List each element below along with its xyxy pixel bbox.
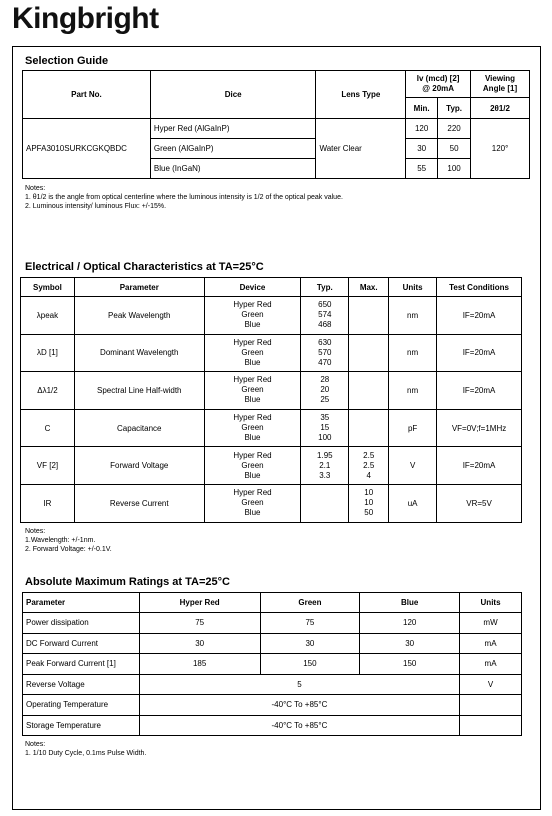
symbol-cell: λD [1]	[21, 334, 75, 372]
header-lens-type: Lens Type	[316, 71, 406, 119]
header-dice: Dice	[150, 71, 316, 119]
symbol-cell: C	[21, 409, 75, 447]
symbol-cell: Δλ1/2	[21, 372, 75, 410]
device-cell: Hyper Red Green Blue	[204, 447, 301, 485]
header-green: Green	[260, 593, 360, 613]
iv-min-cell: 55	[406, 159, 438, 179]
iv-typ-cell: 50	[438, 139, 471, 159]
absolute-notes: Notes: 1. 1/10 Duty Cycle, 0.1ms Pulse Width.	[25, 741, 147, 757]
dice-cell: Blue (InGaN)	[150, 159, 316, 179]
header-typ: Typ.	[301, 278, 349, 297]
parameter-cell: Capacitance	[74, 409, 204, 447]
device-cell: Hyper Red Green Blue	[204, 484, 301, 522]
test-condition-cell: IF=20mA	[437, 297, 522, 335]
table-row	[21, 297, 522, 335]
header-symbol: Symbol	[21, 278, 75, 297]
typ-cell	[301, 484, 349, 522]
iv-min-cell: 30	[406, 139, 438, 159]
test-condition-cell: IF=20mA	[437, 334, 522, 372]
typ-cell: 28 20 25	[301, 372, 349, 410]
value-cell: 5	[139, 674, 459, 695]
blue-cell: 30	[360, 633, 460, 654]
units-cell: uA	[389, 484, 437, 522]
symbol-cell: λpeak	[21, 297, 75, 335]
selection-guide-title: Selection Guide	[25, 55, 109, 67]
max-cell	[349, 409, 389, 447]
table-row	[21, 409, 522, 447]
units-cell: V	[460, 674, 522, 695]
table-row	[21, 447, 522, 485]
table-row	[23, 695, 522, 716]
blue-cell: 120	[360, 613, 460, 634]
parameter-cell: Storage Temperature	[23, 715, 140, 736]
parameter-cell: Spectral Line Half-width	[74, 372, 204, 410]
header-parameter: Parameter	[23, 593, 140, 613]
iv-typ-cell: 100	[438, 159, 471, 179]
parameter-cell: Reverse Current	[74, 484, 204, 522]
header-max: Max.	[349, 278, 389, 297]
test-condition-cell: IF=20mA	[437, 447, 522, 485]
hyper-red-cell: 75	[139, 613, 260, 634]
units-cell: mA	[460, 633, 522, 654]
iv-min-cell: 120	[406, 119, 438, 139]
table-row	[21, 372, 522, 410]
green-cell: 75	[260, 613, 360, 634]
max-cell	[349, 334, 389, 372]
test-condition-cell: VF=0V;f=1MHz	[437, 409, 522, 447]
brand-logo: Kingbright	[12, 2, 159, 35]
symbol-cell: IR	[21, 484, 75, 522]
typ-cell: 35 15 100	[301, 409, 349, 447]
units-cell: nm	[389, 334, 437, 372]
units-cell	[460, 695, 522, 716]
absolute-title: Absolute Maximum Ratings at TA=25°C	[25, 576, 230, 588]
hyper-red-cell: 185	[139, 654, 260, 675]
units-cell: pF	[389, 409, 437, 447]
table-row	[23, 613, 522, 634]
header-iv: Iv (mcd) [2] @ 20mA	[406, 71, 471, 98]
test-condition-cell: VR=5V	[437, 484, 522, 522]
header-hyper-red: Hyper Red	[139, 593, 260, 613]
iv-typ-cell: 220	[438, 119, 471, 139]
parameter-cell: Dominant Wavelength	[74, 334, 204, 372]
header-typ: Typ.	[438, 98, 471, 119]
typ-cell: 630 570 470	[301, 334, 349, 372]
selection-notes: Notes: 1. θ1/2 is the angle from optical centerline where the luminous intensity is 1/2 of the optical peak value. 2. Luminous intensity/ luminous Flux: +/-15%.	[25, 185, 343, 210]
header-viewing-angle: Viewing Angle [1]	[471, 71, 530, 98]
header-min: Min.	[406, 98, 438, 119]
table-row	[23, 654, 522, 675]
electrical-title: Electrical / Optical Characteristics at TA=25°C	[25, 261, 264, 273]
parameter-cell: Operating Temperature	[23, 695, 140, 716]
device-cell: Hyper Red Green Blue	[204, 334, 301, 372]
units-cell: mA	[460, 654, 522, 675]
device-cell: Hyper Red Green Blue	[204, 372, 301, 410]
parameter-cell: Peak Forward Current [1]	[23, 654, 140, 675]
typ-cell: 1.95 2.1 3.3	[301, 447, 349, 485]
header-units: Units	[389, 278, 437, 297]
max-cell: 2.5 2.5 4	[349, 447, 389, 485]
value-cell: -40°C To +85°C	[139, 695, 459, 716]
lens-type-cell: Water Clear	[316, 119, 406, 179]
table-row	[21, 334, 522, 372]
units-cell: nm	[389, 297, 437, 335]
header-units: Units	[460, 593, 522, 613]
parameter-cell: Forward Voltage	[74, 447, 204, 485]
electrical-notes: Notes: 1.Wavelength: +/-1nm. 2. Forward Voltage: +/-0.1V.	[25, 528, 112, 553]
max-cell	[349, 297, 389, 335]
table-row	[21, 484, 522, 522]
absolute-ratings-table	[22, 592, 522, 736]
units-cell: V	[389, 447, 437, 485]
device-cell: Hyper Red Green Blue	[204, 409, 301, 447]
header-theta: 2θ1/2	[471, 98, 530, 119]
green-cell: 30	[260, 633, 360, 654]
max-cell: 10 10 50	[349, 484, 389, 522]
table-row	[23, 715, 522, 736]
symbol-cell: VF [2]	[21, 447, 75, 485]
part-number: APFA3010SURKCGKQBDC	[23, 119, 151, 179]
hyper-red-cell: 30	[139, 633, 260, 654]
dice-cell: Hyper Red (AlGaInP)	[150, 119, 316, 139]
parameter-cell: Peak Wavelength	[74, 297, 204, 335]
header-part-no: Part No.	[23, 71, 151, 119]
dice-cell: Green (AlGaInP)	[150, 139, 316, 159]
device-cell: Hyper Red Green Blue	[204, 297, 301, 335]
header-parameter: Parameter	[74, 278, 204, 297]
parameter-cell: DC Forward Current	[23, 633, 140, 654]
max-cell	[349, 372, 389, 410]
electrical-table	[20, 277, 522, 523]
selection-guide-table	[22, 70, 530, 179]
units-cell: mW	[460, 613, 522, 634]
test-condition-cell: IF=20mA	[437, 372, 522, 410]
parameter-cell: Reverse Voltage	[23, 674, 140, 695]
header-test-conditions: Test Conditions	[437, 278, 522, 297]
header-device: Device	[204, 278, 301, 297]
green-cell: 150	[260, 654, 360, 675]
typ-cell: 650 574 468	[301, 297, 349, 335]
parameter-cell: Power dissipation	[23, 613, 140, 634]
units-cell	[460, 715, 522, 736]
table-row	[23, 674, 522, 695]
viewing-angle-cell: 120°	[471, 119, 530, 179]
table-row	[23, 633, 522, 654]
value-cell: -40°C To +85°C	[139, 715, 459, 736]
blue-cell: 150	[360, 654, 460, 675]
header-blue: Blue	[360, 593, 460, 613]
units-cell: nm	[389, 372, 437, 410]
